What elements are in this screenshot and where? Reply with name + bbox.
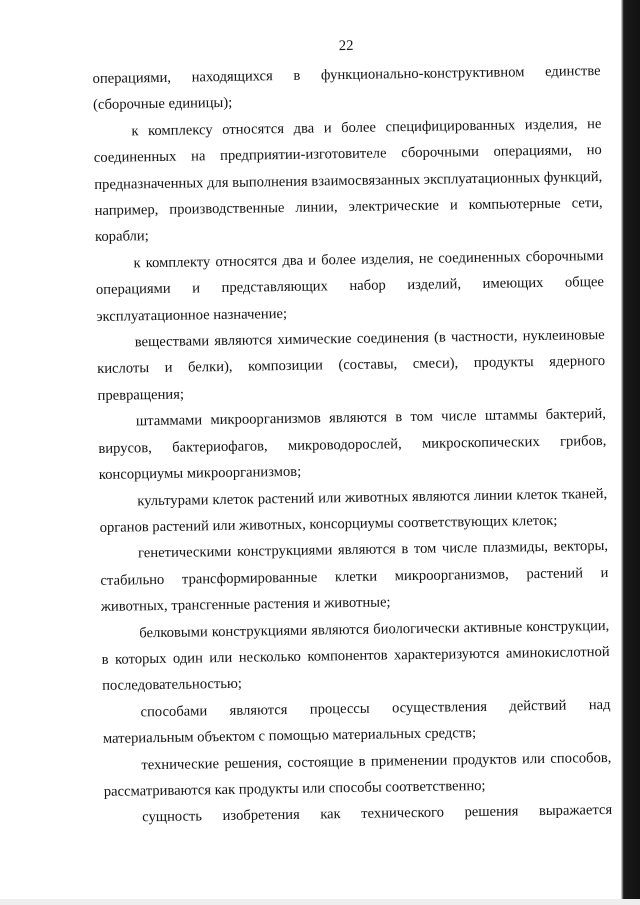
scan-edge-bottom bbox=[0, 899, 640, 905]
paragraph: культурами клеток растений или животных являются линии клеток тканей, органов растений или животных, консорциумы соответствующих клеток; bbox=[99, 485, 608, 536]
paragraph: штаммами микроорганизмов являются в том числе штаммы бактерий, вирусов, бактериофагов, микроводорослей, микроскопических грибов, консорциумы микроорганизмов; bbox=[98, 406, 607, 484]
paragraph: к комплекту относятся два и более изделия, не соединенных сборочными операциями и представляющих набор изделий, имеющих общее эксплуатационное назначение; bbox=[95, 247, 604, 325]
scan-edge-shadow bbox=[616, 0, 640, 905]
paragraph: к комплексу относятся два и более специфицированных изделия, не соединенных на предприятии-изготовителе сборочными операциями, но предназначенных для выполнения взаимосвязанных эксплуатационных функций, например, производственные линии, электрические и компьютерные сети, корабли; bbox=[93, 115, 603, 246]
paragraph: операциями, находящихся в функционально-конструктивном единстве (сборочные единицы); bbox=[92, 63, 601, 114]
paragraph: способами являются процессы осуществления действий над материальным объектом с помощью материальных средств; bbox=[102, 696, 611, 748]
paragraph: сущность изобретения как технического решения выражается bbox=[142, 802, 613, 826]
page-number: 22 bbox=[338, 37, 354, 55]
paragraph: технические решения, состоящие в применении продуктов или способов, рассматриваются как продукты или способы соответственно; bbox=[103, 749, 612, 800]
paragraph: генетическими конструкциями являются в том числе плазмиды, векторы, стабильно трансформированные клетки микроорганизмов, растений и животных, трансгенные растения и животные; bbox=[100, 538, 609, 616]
paragraph: белковыми конструкциями являются биологически активные конструкции, в которых один или несколько компонентов характеризуются аминокислотной последовательностью; bbox=[101, 617, 610, 695]
document-page bbox=[92, 32, 612, 832]
paragraph: веществами являются химические соединения (в частности, нуклеиновые кислоты и белки), композиции (составы, смеси), продукты ядерного превращения; bbox=[97, 327, 606, 404]
